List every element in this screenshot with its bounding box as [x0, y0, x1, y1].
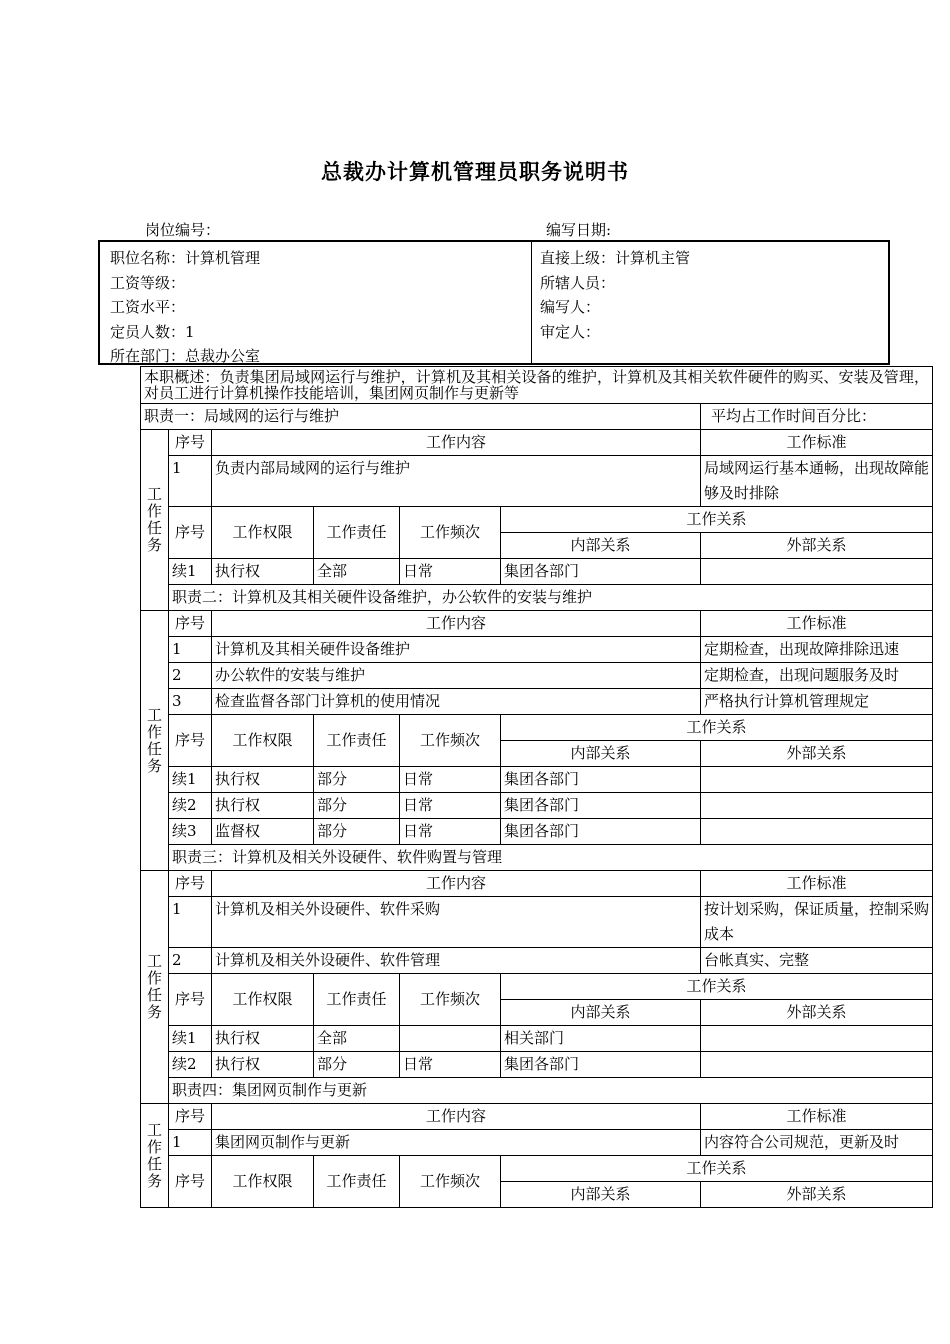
- row-external: [701, 1026, 933, 1052]
- task-row: [141, 948, 933, 974]
- frequency-header: 工作频次: [400, 507, 501, 559]
- author-field: 编写人：: [540, 298, 601, 317]
- standard-header: 工作标准: [701, 871, 933, 897]
- frequency-header: 工作频次: [400, 715, 501, 767]
- responsibility-header: 工作责任: [314, 974, 400, 1026]
- responsibility-header: 工作责任: [314, 1156, 400, 1208]
- task-row: [141, 637, 933, 663]
- task-number: 1: [169, 637, 212, 663]
- task-content: 集团网页制作与更新: [212, 1130, 701, 1156]
- row-responsibility: 部分: [314, 793, 400, 819]
- info-left-column: [110, 246, 260, 369]
- authority-header: 工作权限: [212, 715, 314, 767]
- task-row: [141, 663, 933, 689]
- duty-1-time-percent: 平均占工作时间百分比：: [701, 404, 933, 430]
- duty-2-side-label: 工作任务: [141, 611, 169, 871]
- row-authority: 执行权: [212, 767, 314, 793]
- seq-header: 序号: [169, 430, 212, 456]
- seq-header: 序号: [169, 871, 212, 897]
- salary-level-field: 工资水平：: [110, 298, 186, 317]
- row-authority: 执行权: [212, 559, 314, 585]
- row-responsibility: 全部: [314, 559, 400, 585]
- relation-header-row: [141, 507, 933, 533]
- standard-header: 工作标准: [701, 1104, 933, 1130]
- task-content: 办公软件的安装与维护: [212, 663, 701, 689]
- row-authority: 监督权: [212, 819, 314, 845]
- duty-1-title: 职责一：局域网的运行与维护: [141, 404, 701, 430]
- task-row: [141, 456, 933, 507]
- content-header: 工作内容: [212, 430, 701, 456]
- seq-header: 序号: [169, 1156, 212, 1208]
- internal-header: 内部关系: [501, 741, 701, 767]
- row-responsibility: 全部: [314, 1026, 400, 1052]
- task-content: 计算机及相关外设硬件、软件管理: [212, 948, 701, 974]
- row-number: 续2: [169, 1052, 212, 1078]
- task-number: 1: [169, 1130, 212, 1156]
- row-internal: 相关部门: [501, 1026, 701, 1052]
- duty-4-title-row: [141, 1078, 933, 1104]
- authority-header: 工作权限: [212, 1156, 314, 1208]
- responsibility-header: 工作责任: [314, 715, 400, 767]
- duty-2-title: 职责二：计算机及其相关硬件设备维护，办公软件的安装与维护: [169, 585, 933, 611]
- internal-header: 内部关系: [501, 533, 701, 559]
- duty-1-side-label: 工作任务: [141, 430, 169, 611]
- row-frequency: 日常: [400, 819, 501, 845]
- reviewer-field: 审定人：: [540, 322, 601, 341]
- row-authority: 执行权: [212, 1052, 314, 1078]
- overview-row: [141, 367, 933, 404]
- relation-header-row: [141, 1156, 933, 1182]
- salary-grade-field: 工资等级：: [110, 273, 186, 292]
- task-standard: 严格执行计算机管理规定: [701, 689, 933, 715]
- task-standard: 内容符合公司规范，更新及时: [701, 1130, 933, 1156]
- authority-row: [141, 767, 933, 793]
- external-header: 外部关系: [701, 741, 933, 767]
- row-internal: 集团各部门: [501, 1052, 701, 1078]
- row-external: [701, 1052, 933, 1078]
- row-frequency: [400, 1026, 501, 1052]
- duty-3-title: 职责三：计算机及相关外设硬件、软件购置与管理: [169, 845, 933, 871]
- authority-row: [141, 1026, 933, 1052]
- task-number: 1: [169, 897, 212, 948]
- authority-row: [141, 793, 933, 819]
- duty-3-header-row: [141, 871, 933, 897]
- row-number: 续2: [169, 793, 212, 819]
- seq-header: 序号: [169, 715, 212, 767]
- content-header: 工作内容: [212, 611, 701, 637]
- row-internal: 集团各部门: [501, 819, 701, 845]
- standard-header: 工作标准: [701, 611, 933, 637]
- row-number: 续1: [169, 1026, 212, 1052]
- relation-header-row: [141, 715, 933, 741]
- row-external: [701, 559, 933, 585]
- row-authority: 执行权: [212, 793, 314, 819]
- row-internal: 集团各部门: [501, 559, 701, 585]
- task-content: 计算机及其相关硬件设备维护: [212, 637, 701, 663]
- subordinates-field: 所辖人员：: [540, 273, 616, 292]
- duty-4-side-label: 工作任务: [141, 1104, 169, 1208]
- basic-info-box: [98, 240, 890, 365]
- seq-header: 序号: [169, 507, 212, 559]
- task-standard: 局域网运行基本通畅，出现故障能够及时排除: [701, 456, 933, 507]
- job-overview: 本职概述：负责集团局域网运行与维护，计算机及其相关设备的维护，计算机及其相关软件硬件的购买、安装及管理，对员工进行计算机操作技能培训，集团网页制作与更新等: [141, 367, 933, 404]
- headcount-field: 定员人数：1: [110, 322, 195, 341]
- external-header: 外部关系: [701, 1000, 933, 1026]
- content-header: 工作内容: [212, 871, 701, 897]
- duty-4-header-row: [141, 1104, 933, 1130]
- row-external: [701, 793, 933, 819]
- internal-header: 内部关系: [501, 1000, 701, 1026]
- seq-header: 序号: [169, 1104, 212, 1130]
- standard-header: 工作标准: [701, 430, 933, 456]
- authority-header: 工作权限: [212, 507, 314, 559]
- external-header: 外部关系: [701, 533, 933, 559]
- frequency-header: 工作频次: [400, 1156, 501, 1208]
- row-frequency: 日常: [400, 559, 501, 585]
- date-label: 编写日期:: [546, 221, 612, 239]
- info-right-column: [540, 246, 690, 344]
- row-internal: 集团各部门: [501, 767, 701, 793]
- duties-table: [140, 366, 933, 1208]
- row-frequency: 日常: [400, 1052, 501, 1078]
- row-internal: 集团各部门: [501, 793, 701, 819]
- task-content: 检查监督各部门计算机的使用情况: [212, 689, 701, 715]
- duty-1-header-row: [141, 430, 933, 456]
- task-number: 1: [169, 456, 212, 507]
- supervisor-field: 直接上级：计算机主管: [540, 249, 691, 267]
- authority-row: [141, 1052, 933, 1078]
- job-title-field: 职位名称：计算机管理: [110, 249, 261, 267]
- task-standard: 定期检查，出现问题服务及时: [701, 663, 933, 689]
- post-number-label: 岗位编号：: [145, 221, 221, 239]
- row-number: 续1: [169, 767, 212, 793]
- duty-1-title-row: [141, 404, 933, 430]
- task-content: 负责内部局域网的运行与维护: [212, 456, 701, 507]
- authority-header: 工作权限: [212, 974, 314, 1026]
- task-number: 2: [169, 948, 212, 974]
- task-standard: 台帐真实、完整: [701, 948, 933, 974]
- duty-4-title: 职责四：集团网页制作与更新: [169, 1078, 933, 1104]
- row-authority: 执行权: [212, 1026, 314, 1052]
- row-responsibility: 部分: [314, 767, 400, 793]
- content-header: 工作内容: [212, 1104, 701, 1130]
- task-row: [141, 689, 933, 715]
- relation-header-row: [141, 974, 933, 1000]
- row-external: [701, 819, 933, 845]
- task-row: [141, 897, 933, 948]
- relation-header: 工作关系: [501, 715, 933, 741]
- task-number: 2: [169, 663, 212, 689]
- duty-3-side-label: 工作任务: [141, 871, 169, 1104]
- duty-2-title-row: [141, 585, 933, 611]
- duty-2-header-row: [141, 611, 933, 637]
- task-row: [141, 1130, 933, 1156]
- seq-header: 序号: [169, 611, 212, 637]
- row-external: [701, 767, 933, 793]
- row-responsibility: 部分: [314, 819, 400, 845]
- authority-row: [141, 819, 933, 845]
- seq-header: 序号: [169, 974, 212, 1026]
- responsibility-header: 工作责任: [314, 507, 400, 559]
- task-standard: 定期检查，出现故障排除迅速: [701, 637, 933, 663]
- row-frequency: 日常: [400, 767, 501, 793]
- department-field: 所在部门：总裁办公室: [110, 347, 261, 366]
- row-number: 续1: [169, 559, 212, 585]
- task-content: 计算机及相关外设硬件、软件采购: [212, 897, 701, 948]
- row-frequency: 日常: [400, 793, 501, 819]
- row-number: 续3: [169, 819, 212, 845]
- duty-3-title-row: [141, 845, 933, 871]
- row-responsibility: 部分: [314, 1052, 400, 1078]
- external-header: 外部关系: [701, 1182, 933, 1208]
- authority-row: [141, 559, 933, 585]
- frequency-header: 工作频次: [400, 974, 501, 1026]
- internal-header: 内部关系: [501, 1182, 701, 1208]
- task-standard: 按计划采购，保证质量，控制采购成本: [701, 897, 933, 948]
- relation-header: 工作关系: [501, 1156, 933, 1182]
- info-divider: [531, 242, 532, 363]
- task-number: 3: [169, 689, 212, 715]
- page-title: 总裁办计算机管理员职务说明书: [321, 160, 629, 184]
- relation-header: 工作关系: [501, 507, 933, 533]
- relation-header: 工作关系: [501, 974, 933, 1000]
